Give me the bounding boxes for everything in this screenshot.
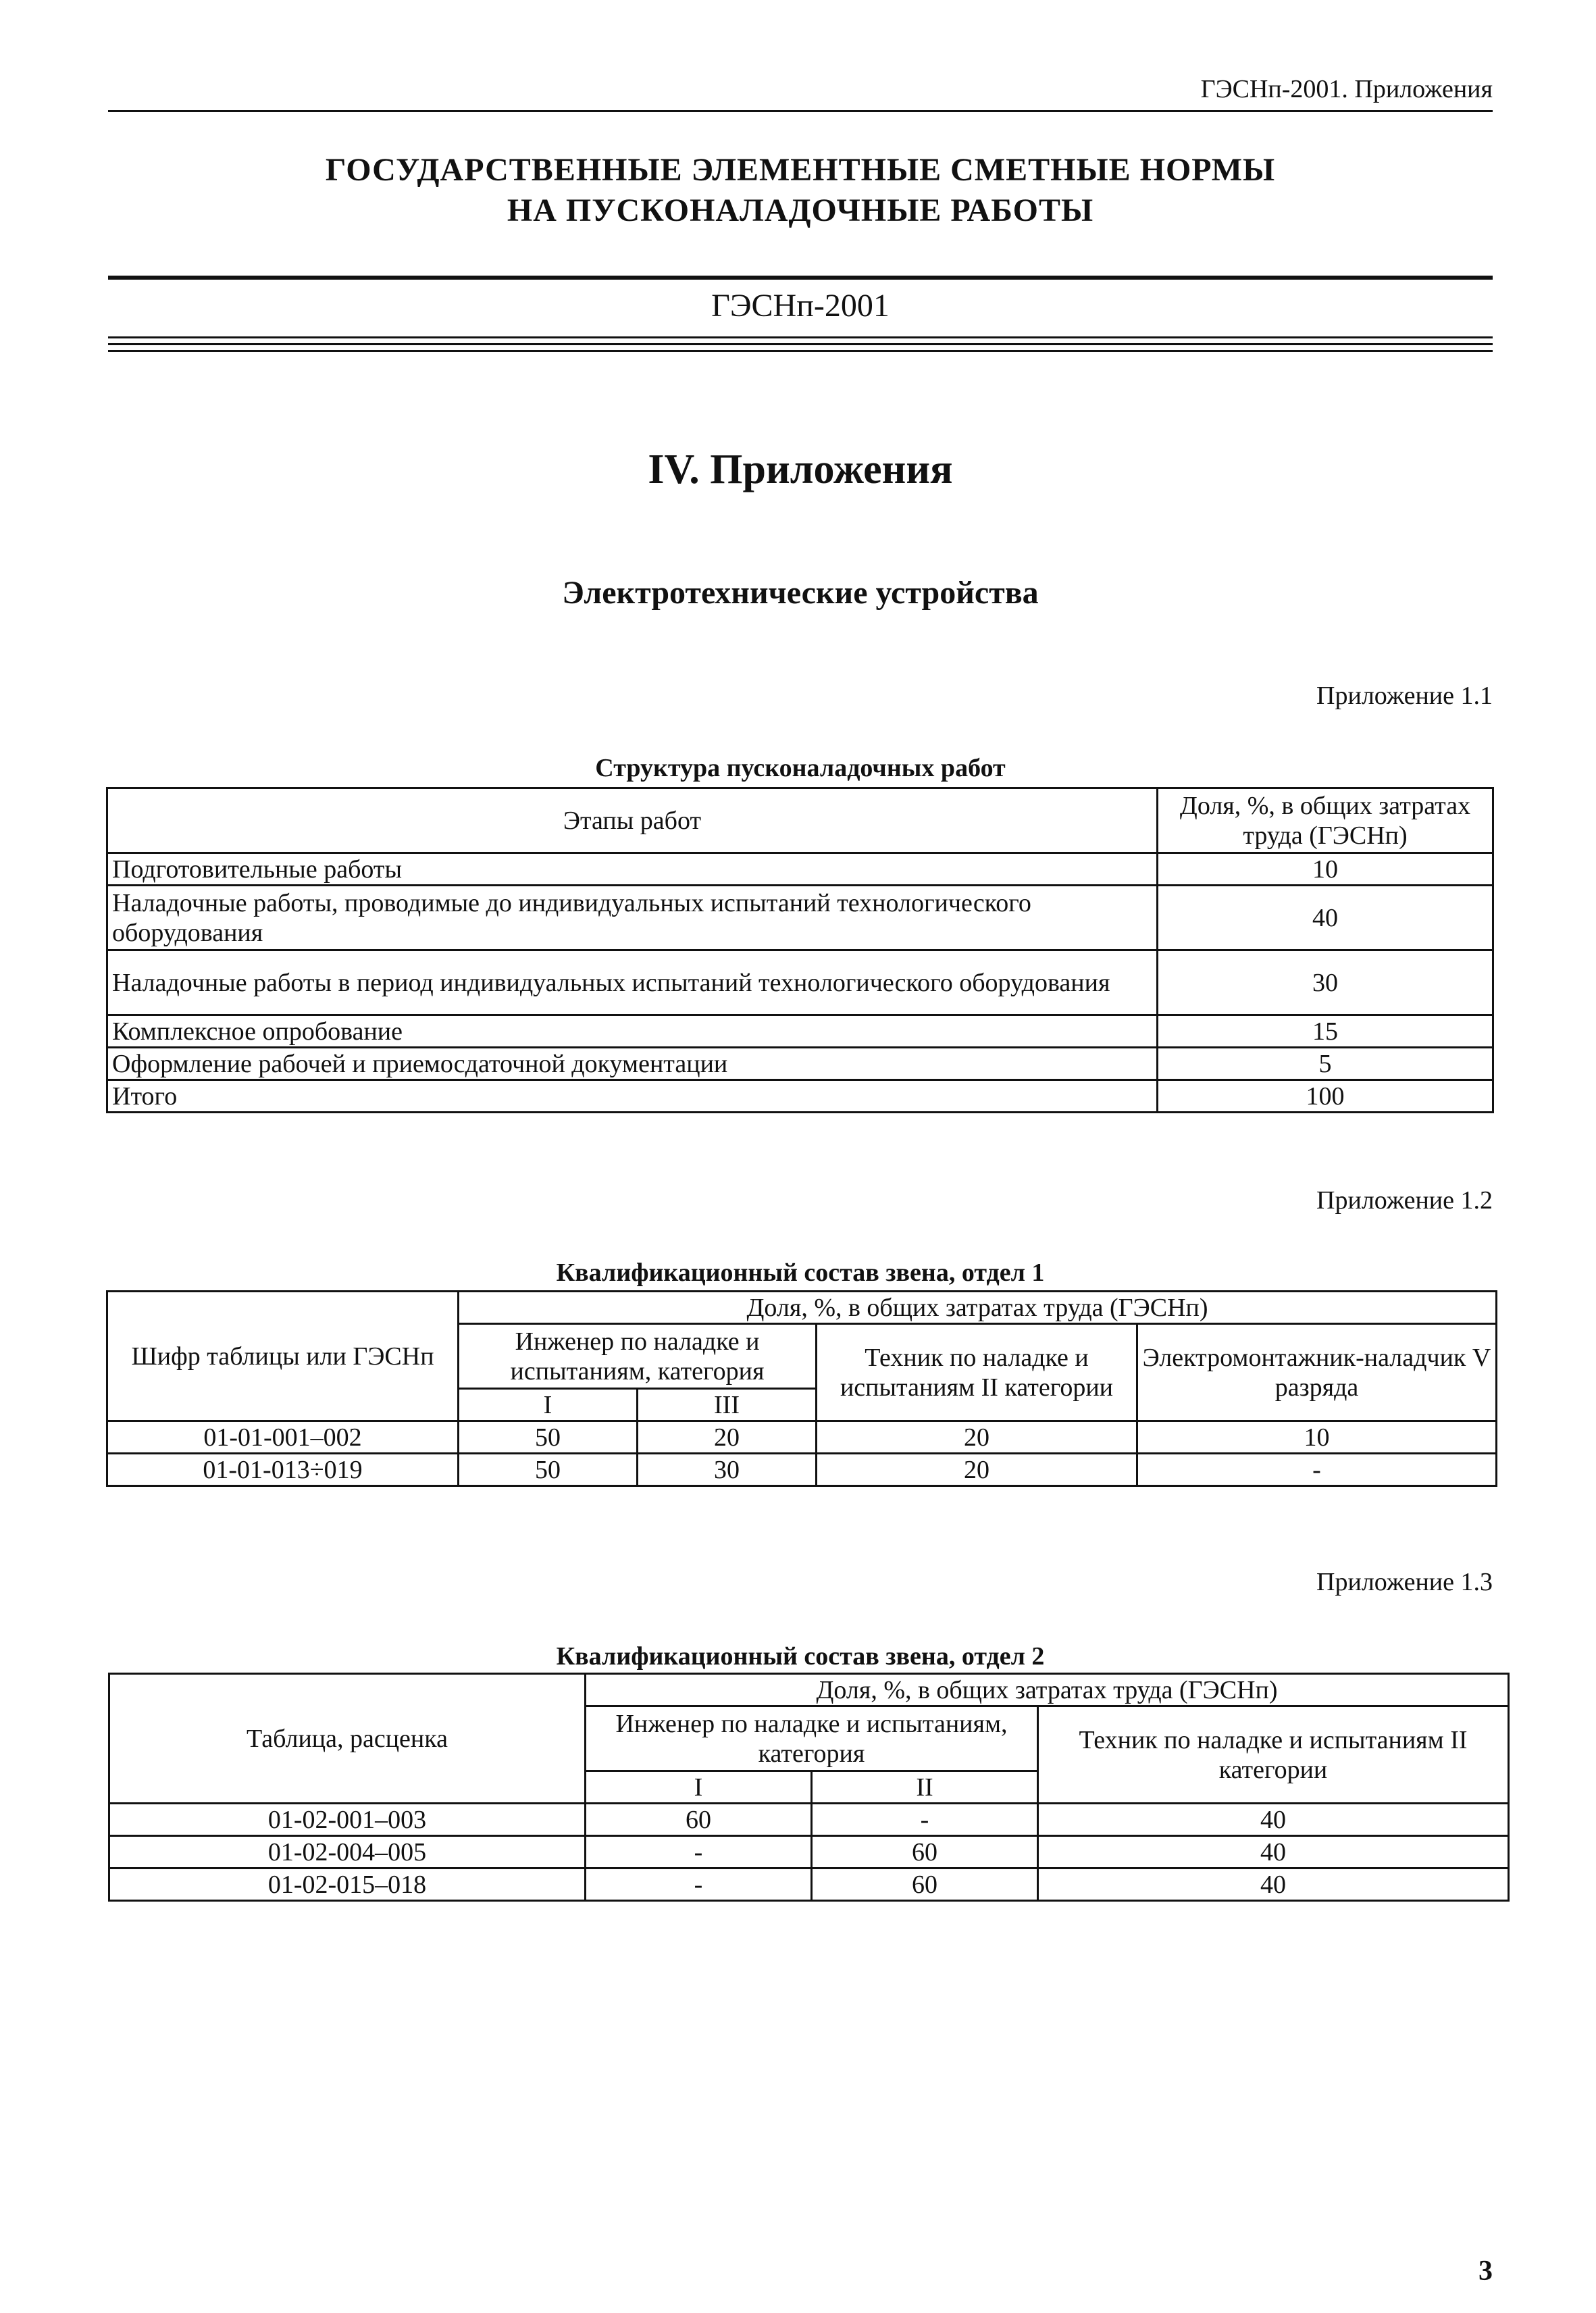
crew-composition-table-1	[106, 1290, 1497, 1487]
share-cell: 5	[1158, 1048, 1493, 1080]
value-cell: 50	[459, 1454, 638, 1486]
share-cell-total: 100	[1158, 1080, 1493, 1113]
stage-cell: Подготовительные работы	[107, 853, 1158, 886]
appendix-1-2-title: Квалификационный состав звена, отдел 1	[556, 1259, 1045, 1287]
subsection-title: Электротехнические устройства	[562, 575, 1039, 611]
share-cell: 30	[1158, 950, 1493, 1015]
col-header-code: Таблица, расценка	[109, 1674, 586, 1804]
code-cell: 01-01-013÷019	[107, 1454, 459, 1486]
appendix-1-1-title: Структура пусконаладочных работ	[595, 754, 1006, 782]
value-cell: 40	[1038, 1804, 1509, 1836]
value-cell: -	[1137, 1454, 1497, 1486]
header-rule	[108, 110, 1493, 112]
col-header-stages: Этапы работ	[107, 788, 1158, 853]
page-number: 3	[1478, 2256, 1493, 2287]
title-rule-top	[108, 276, 1493, 280]
appendix-1-1-label: Приложение 1.1	[1316, 682, 1493, 710]
value-cell: 60	[812, 1836, 1038, 1869]
value-cell: 20	[817, 1421, 1137, 1454]
value-cell: 60	[586, 1804, 812, 1836]
value-cell: 20	[638, 1421, 817, 1454]
appendix-1-3-label: Приложение 1.3	[1316, 1568, 1493, 1596]
col-header-engineer-cat-1: I	[586, 1771, 812, 1804]
code-cell: 01-02-015–018	[109, 1869, 586, 1901]
value-cell: -	[586, 1869, 812, 1901]
col-header-technician: Техник по наладке и испытаниям II категории	[1038, 1706, 1509, 1804]
col-header-electrician: Электромонтажник-наладчик V разряда	[1137, 1324, 1497, 1421]
code-cell: 01-02-004–005	[109, 1836, 586, 1869]
stage-cell: Наладочные работы, проводимые до индивидуальных испытаний технологического оборудования	[107, 886, 1158, 950]
col-header-engineer: Инженер по наладке и испытаниям, категория	[586, 1706, 1038, 1771]
col-header-engineer: Инженер по наладке и испытаниям, категория	[459, 1324, 817, 1389]
stage-cell: Наладочные работы в период индивидуальных испытаний технологического оборудования	[107, 950, 1158, 1015]
stage-cell: Комплексное опробование	[107, 1015, 1158, 1048]
code-rule-3	[108, 350, 1493, 352]
running-head: ГЭСНп-2001. Приложения	[1200, 75, 1493, 103]
document-title-line1: ГОСУДАРСТВЕННЫЕ ЭЛЕМЕНТНЫЕ СМЕТНЫЕ НОРМЫ	[325, 152, 1276, 188]
stage-cell-total: Итого	[107, 1080, 1158, 1113]
col-header-engineer-cat-2: II	[812, 1771, 1038, 1804]
col-header-engineer-cat-1: I	[459, 1389, 638, 1421]
stage-cell: Оформление рабочей и приемосдаточной документации	[107, 1048, 1158, 1080]
col-header-share: Доля, %, в общих затратах труда (ГЭСНп)	[1158, 788, 1493, 853]
col-header-code: Шифр таблицы или ГЭСНп	[107, 1292, 459, 1421]
share-cell: 15	[1158, 1015, 1493, 1048]
document-title-line2: НА ПУСКОНАЛАДОЧНЫЕ РАБОТЫ	[507, 193, 1094, 228]
col-header-share: Доля, %, в общих затратах труда (ГЭСНп)	[586, 1674, 1509, 1706]
value-cell: 50	[459, 1421, 638, 1454]
share-cell: 40	[1158, 886, 1493, 950]
code-rule-2	[108, 343, 1493, 345]
code-cell: 01-01-001–002	[107, 1421, 459, 1454]
col-header-engineer-cat-3: III	[638, 1389, 817, 1421]
value-cell: 40	[1038, 1836, 1509, 1869]
work-structure-table	[106, 787, 1494, 1113]
value-cell: 60	[812, 1869, 1038, 1901]
crew-composition-table-2	[108, 1673, 1510, 1902]
value-cell: 10	[1137, 1421, 1497, 1454]
share-cell: 10	[1158, 853, 1493, 886]
value-cell: 40	[1038, 1869, 1509, 1901]
value-cell: -	[586, 1836, 812, 1869]
appendix-1-2-label: Приложение 1.2	[1316, 1186, 1493, 1215]
code-rule-1	[108, 336, 1493, 338]
norms-code: ГЭСНп-2001	[711, 288, 890, 324]
section-title: IV. Приложения	[648, 447, 953, 492]
col-header-share: Доля, %, в общих затратах труда (ГЭСНп)	[459, 1292, 1497, 1324]
col-header-technician: Техник по наладке и испытаниям II категории	[817, 1324, 1137, 1421]
appendix-1-3-title: Квалификационный состав звена, отдел 2	[556, 1642, 1045, 1671]
value-cell: 30	[638, 1454, 817, 1486]
code-cell: 01-02-001–003	[109, 1804, 586, 1836]
value-cell: 20	[817, 1454, 1137, 1486]
value-cell: -	[812, 1804, 1038, 1836]
document-title	[108, 150, 1493, 231]
